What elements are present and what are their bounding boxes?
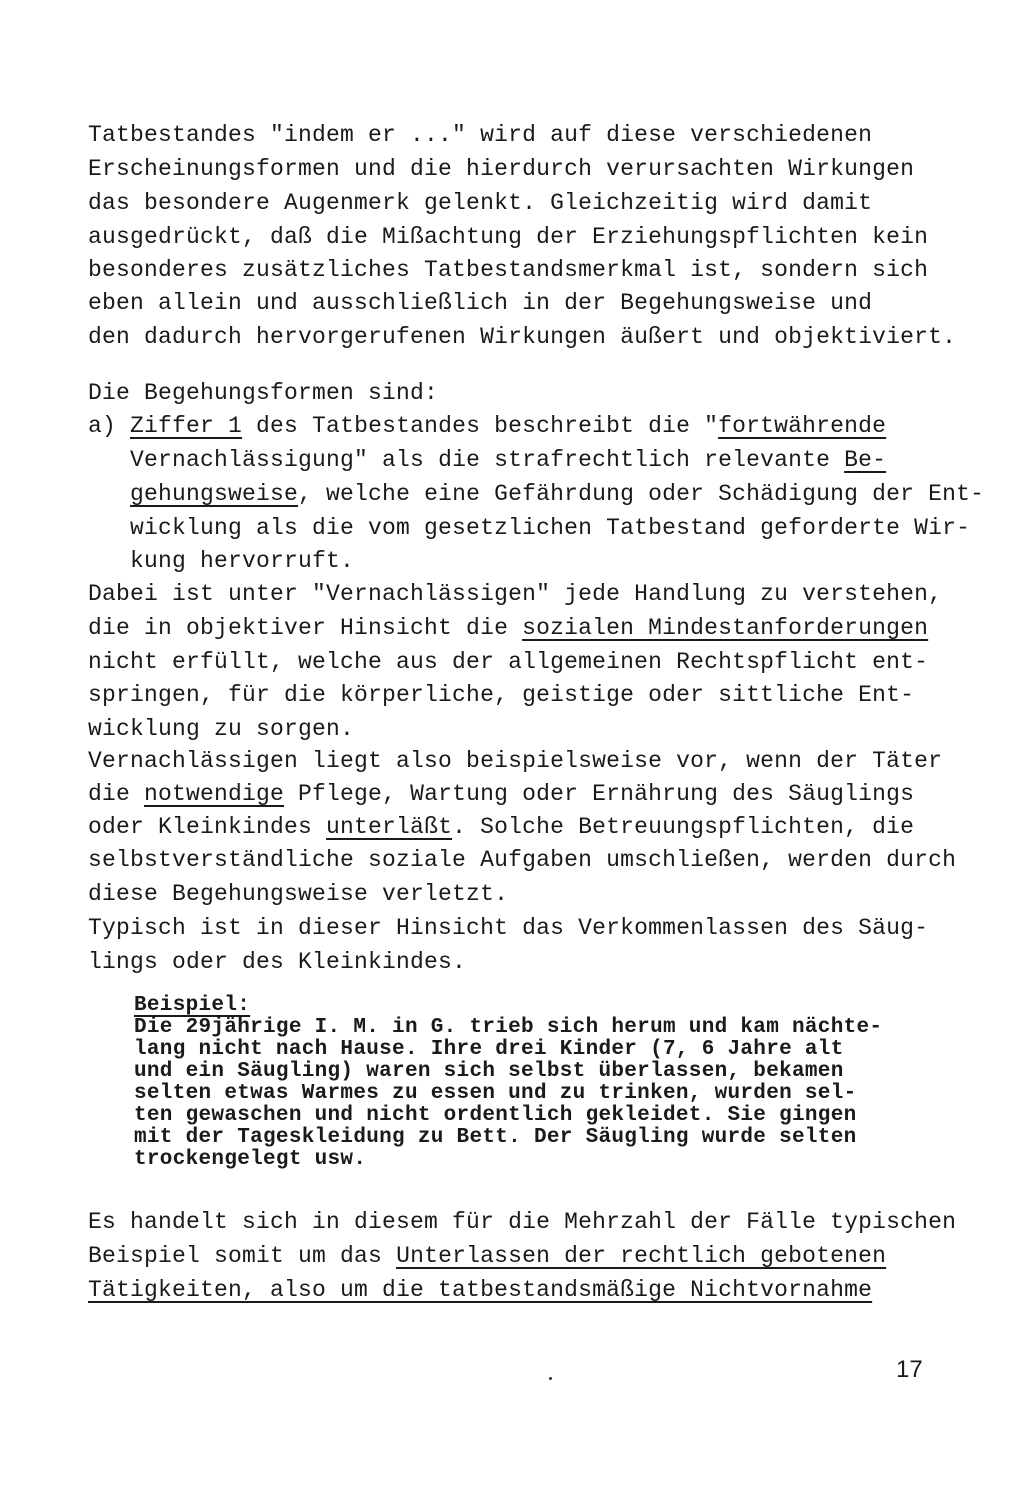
underlined-text: Unterlassen der rechtlich gebotenen bbox=[396, 1243, 887, 1269]
indent bbox=[88, 447, 130, 473]
underlined-text: fortwährende bbox=[718, 413, 887, 439]
text-line: lings oder des Kleinkindes. bbox=[88, 949, 467, 975]
text-line bbox=[88, 783, 914, 806]
text-line: wicklung als die vom gesetzlichen Tatbestand geforderte Wir- bbox=[88, 515, 971, 541]
text-line: Typisch ist in dieser Hinsicht das Verkommenlassen des Säug- bbox=[88, 915, 929, 941]
text-line: kung hervorruft. bbox=[88, 548, 355, 574]
text-span: des Tatbestandes beschreibt die " bbox=[242, 413, 719, 439]
example-line: ten gewaschen und nicht ordentlich gekleidet. Sie gingen bbox=[134, 1104, 857, 1127]
underlined-text: Be- bbox=[844, 447, 887, 473]
underlined-text: notwendige bbox=[144, 781, 285, 807]
example-line: trockengelegt usw. bbox=[134, 1148, 367, 1171]
text-line: nicht erfüllt, welche aus der allgemeinen Rechtspflicht ent- bbox=[88, 649, 929, 675]
text-line bbox=[88, 449, 886, 472]
text-line bbox=[88, 483, 984, 506]
text-span: oder Kleinkindes bbox=[88, 814, 327, 840]
underlined-text: Ziffer 1 bbox=[130, 413, 243, 439]
text-span: die bbox=[88, 781, 145, 807]
section-intro: Die Begehungsformen sind: bbox=[88, 380, 439, 406]
text-line: Vernachlässigen liegt also beispielsweise vor, wenn der Täter bbox=[88, 748, 943, 774]
text-line: springen, für die körperliche, geistige oder sittliche Ent- bbox=[88, 682, 915, 708]
text-line: ausgedrückt, daß die Mißachtung der Erziehungspflichten kein bbox=[88, 224, 929, 250]
text-line: Tatbestandes "indem er ..." wird auf diese verschiedenen bbox=[88, 122, 873, 148]
text-span: Pflege, Wartung oder Ernährung des Säuglings bbox=[284, 781, 915, 807]
text-line: eben allein und ausschließlich in der Begehungsweise und bbox=[88, 290, 873, 316]
example-line: lang nicht nach Hause. Ihre drei Kinder (7, 6 Jahre alt bbox=[134, 1038, 844, 1061]
text-line: das besondere Augenmerk gelenkt. Gleichzeitig wird damit bbox=[88, 190, 873, 216]
text-line: den dadurch hervorgerufenen Wirkungen äußert und objektiviert. bbox=[88, 324, 957, 350]
text-line: selbstverständliche soziale Aufgaben umschließen, werden durch bbox=[88, 847, 957, 873]
text-line bbox=[88, 1279, 872, 1302]
text-line: Es handelt sich in diesem für die Mehrzahl der Fälle typischen bbox=[88, 1209, 957, 1235]
example-line: und ein Säugling) waren sich selbst überlassen, bekamen bbox=[134, 1060, 844, 1083]
text-span: die in objektiver Hinsicht die bbox=[88, 615, 523, 641]
example-heading: Beispiel: bbox=[134, 994, 251, 1017]
text-span: . Solche Betreuungspflichten, die bbox=[452, 814, 915, 840]
text-line bbox=[88, 816, 914, 839]
text-line: Erscheinungsformen und die hierdurch verursachten Wirkungen bbox=[88, 156, 915, 182]
example-line: mit der Tageskleidung zu Bett. Der Säugling wurde selten bbox=[134, 1126, 857, 1149]
text-span: Vernachlässigung" als die strafrechtlich relevante bbox=[130, 447, 845, 473]
underlined-text: gehungsweise bbox=[130, 481, 299, 507]
text-line bbox=[88, 415, 886, 438]
text-line: wicklung zu sorgen. bbox=[88, 716, 355, 742]
underlined-text: sozialen Mindestanforderungen bbox=[522, 615, 929, 641]
text-line: Dabei ist unter "Vernachlässigen" jede Handlung zu verstehen, bbox=[88, 581, 943, 607]
underlined-text: unterläßt bbox=[326, 814, 453, 840]
text-span: , welche eine Gefährdung oder Schädigung der Ent- bbox=[298, 481, 985, 507]
underlined-text: Tätigkeiten, also um die tatbestandsmäßige Nichtvornahme bbox=[88, 1277, 873, 1303]
text-line bbox=[88, 1245, 886, 1268]
list-marker: a) bbox=[88, 413, 131, 439]
paper-speck bbox=[549, 1377, 552, 1380]
text-line: diese Begehungsweise verletzt. bbox=[88, 881, 509, 907]
text-span: Beispiel somit um das bbox=[88, 1243, 397, 1269]
page-number: 17 bbox=[896, 1356, 923, 1383]
example-line: Die 29jährige I. M. in G. trieb sich herum und kam nächte- bbox=[134, 1016, 883, 1039]
text-line bbox=[88, 617, 928, 640]
example-line: selten etwas Warmes zu essen und zu trinken, wurden sel- bbox=[134, 1082, 857, 1105]
text-line: besonderes zusätzliches Tatbestandsmerkmal ist, sondern sich bbox=[88, 257, 929, 283]
indent bbox=[88, 481, 130, 507]
